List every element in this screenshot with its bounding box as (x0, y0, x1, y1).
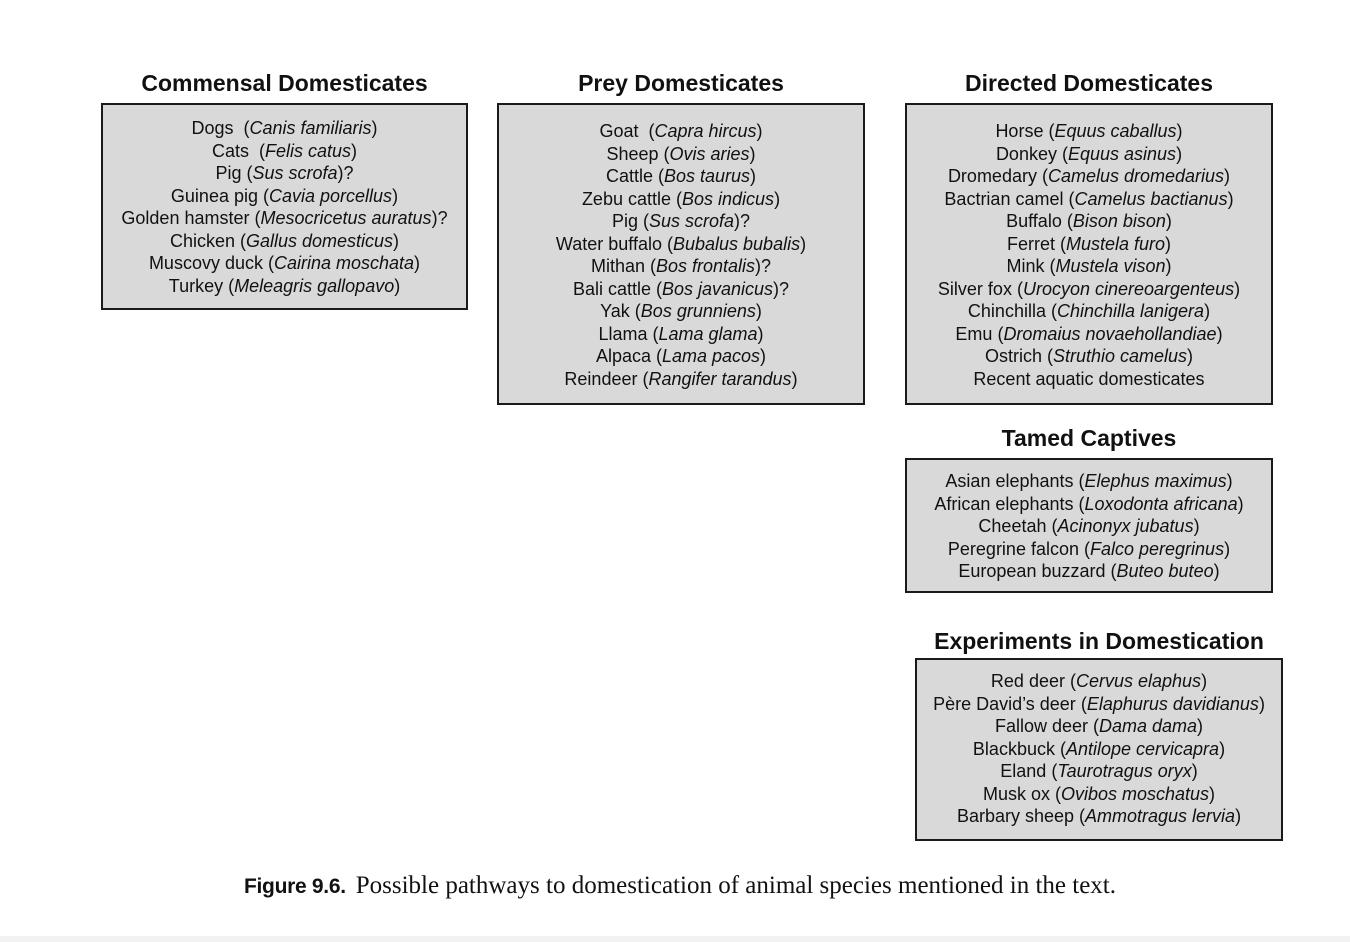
latin-name: Cervus elaphus (1075, 671, 1202, 691)
species-entry: Mink (Mustela vison) (1006, 256, 1172, 276)
species-entry: Dogs (Canis familiaris) (191, 118, 378, 138)
latin-name: Taurotragus oryx (1057, 761, 1192, 781)
latin-name: Chinchilla lanigera (1056, 301, 1205, 321)
page-bottom-edge (0, 936, 1350, 942)
species-entry: Dromedary (Camelus dromedarius) (947, 166, 1231, 186)
latin-name: Bos grunniens (640, 301, 756, 321)
species-entry: Red deer (Cervus elaphus) (990, 671, 1208, 691)
figure-label: Figure 9.6. (244, 875, 346, 898)
species-entry: Fallow deer (Dama dama) (994, 716, 1204, 736)
common-name: Cheetah (978, 516, 1052, 536)
common-name: Golden hamster (121, 208, 255, 228)
latin-name: Mesocricetus auratus (260, 208, 432, 228)
species-entry (907, 368, 1271, 391)
common-name: Water buffalo (555, 233, 667, 254)
uncertainty-mark: ? (343, 163, 354, 183)
latin-name: Sus scrofa (648, 211, 735, 231)
group-title: Tamed Captives (1001, 425, 1177, 451)
species-entry: Asian elephants (Elephus maximus) (945, 471, 1233, 491)
species-list-box (101, 103, 468, 310)
latin-name: Bos frontalis (655, 256, 756, 276)
latin-name: Ovis aries (669, 143, 750, 164)
species-entry: Turkey (Meleagris gallopavo) (168, 275, 401, 296)
common-name: Ferret (1006, 233, 1060, 254)
species-entry: Mithan (Bos frontalis)? (590, 256, 772, 276)
common-name: Red deer (990, 671, 1070, 691)
species-entry: Reindeer (Rangifer tarandus) (564, 368, 798, 389)
uncertainty-mark: ? (761, 256, 772, 276)
species-entry: Silver fox (Urocyon cinereoargenteus) (937, 278, 1241, 299)
common-name: Llama (598, 323, 653, 344)
common-name: Pig (611, 211, 643, 231)
latin-name: Cavia porcellus (269, 185, 393, 206)
common-name: Guinea pig (170, 185, 263, 206)
latin-name: Buteo buteo (1116, 561, 1214, 581)
latin-name: Antilope cervicapra (1065, 738, 1220, 759)
latin-name: Felis catus (264, 140, 352, 161)
latin-name: Rangifer tarandus (648, 368, 792, 389)
species-entry: Yak (Bos grunniens) (600, 301, 762, 321)
species-entry: Cheetah (Acinonyx jubatus) (978, 516, 1200, 536)
common-name: Recent aquatic domesticates (973, 368, 1205, 389)
figure-caption (244, 870, 1116, 903)
common-name: African elephants (934, 493, 1079, 514)
species-entry: Emu (Dromaius novaehollandiae) (955, 323, 1223, 344)
species-entry: Guinea pig (Cavia porcellus) (170, 185, 399, 206)
common-name: Eland (1000, 761, 1052, 781)
common-name: Cattle (605, 166, 658, 186)
species-entry: Llama (Lama glama) (598, 323, 764, 344)
group-title: Commensal Domesticates (141, 70, 428, 96)
common-name: Père David’s deer (933, 693, 1081, 714)
common-name: Horse (995, 121, 1049, 141)
common-name: Alpaca (595, 346, 656, 366)
common-name: Emu (955, 323, 998, 344)
species-entry: Water buffalo (Bubalus bubalis) (555, 233, 807, 254)
figure-caption-text: Possible pathways to domestication of animal species mentioned in the text. (355, 872, 1117, 899)
latin-name: Bos indicus (682, 188, 775, 209)
latin-name: Capra hircus (654, 121, 757, 141)
common-name: Reindeer (564, 368, 643, 389)
common-name: European buzzard (958, 561, 1111, 581)
common-name: Peregrine falcon (947, 538, 1084, 559)
latin-name: Cairina moschata (273, 253, 415, 273)
latin-name: Camelus dromedarius (1047, 166, 1225, 186)
latin-name: Bos javanicus (661, 278, 774, 299)
common-name: Donkey (995, 143, 1062, 164)
common-name: Bactrian camel (944, 188, 1069, 209)
common-name: Chicken (169, 230, 240, 251)
species-entry: Eland (Taurotragus oryx) (1000, 761, 1198, 781)
latin-name: Elaphurus davidianus (1086, 693, 1259, 714)
latin-name: Lama glama (658, 323, 758, 344)
common-name: Fallow deer (994, 716, 1093, 736)
latin-name: Mustela vison (1055, 256, 1166, 276)
species-entry: Ostrich (Struthio camelus) (984, 346, 1194, 366)
species-entry: Bali cattle (Bos javanicus)? (572, 278, 790, 299)
latin-name: Sus scrofa (252, 163, 338, 183)
common-name: Chinchilla (967, 301, 1051, 321)
species-entry: Buffalo (Bison bison) (1006, 211, 1172, 231)
common-name: Mink (1006, 256, 1050, 276)
common-name: Bali cattle (572, 278, 656, 299)
latin-name: Elephus maximus (1084, 471, 1227, 491)
latin-name: Camelus bactianus (1074, 188, 1228, 209)
latin-name: Gallus domesticus (245, 230, 394, 251)
group-title: Prey Domesticates (578, 70, 784, 96)
species-entry: Donkey (Equus asinus) (995, 143, 1183, 164)
common-name: Dogs (191, 118, 244, 138)
latin-name: Equus caballus (1054, 121, 1177, 141)
species-entry: Peregrine falcon (Falco peregrinus) (947, 538, 1231, 559)
common-name: Turkey (168, 275, 229, 296)
species-entry: African elephants (Loxodonta africana) (934, 493, 1244, 514)
latin-name: Ammotragus lervia (1085, 806, 1236, 826)
species-list-box (905, 458, 1273, 593)
common-name: Ostrich (984, 346, 1047, 366)
species-entry: Blackbuck (Antilope cervicapra) (972, 738, 1226, 759)
species-entry: Barbary sheep (Ammotragus lervia) (956, 806, 1242, 826)
latin-name: Acinonyx jubatus (1057, 516, 1194, 536)
latin-name: Dromaius novaehollandiae (1003, 323, 1217, 344)
species-entry: Goat (Capra hircus) (599, 121, 763, 141)
species-entry: Zebu cattle (Bos indicus) (581, 188, 781, 209)
latin-name: Canis familiaris (249, 118, 372, 138)
uncertainty-mark: ? (779, 278, 790, 299)
species-entry: Cats (Felis catus) (211, 140, 358, 161)
species-entry: Sheep (Ovis aries) (606, 143, 756, 164)
latin-name: Ovibos moschatus (1060, 783, 1210, 804)
common-name: Silver fox (937, 278, 1017, 299)
common-name: Cats (211, 140, 259, 161)
latin-name: Struthio camelus (1052, 346, 1188, 366)
latin-name: Meleagris gallopavo (234, 275, 395, 296)
latin-name: Loxodonta africana (1084, 493, 1238, 514)
latin-name: Mustela furo (1065, 233, 1166, 254)
common-name: Barbary sheep (956, 806, 1080, 826)
species-entry: Bactrian camel (Camelus bactianus) (944, 188, 1234, 209)
species-entry: Cattle (Bos taurus) (605, 166, 757, 186)
common-name: Muscovy duck (148, 253, 268, 273)
uncertainty-mark: ? (740, 211, 751, 231)
common-name: Mithan (590, 256, 650, 276)
group-title: Directed Domesticates (965, 70, 1213, 96)
group-title: Experiments in Domestication (934, 628, 1264, 654)
latin-name: Falco peregrinus (1090, 538, 1225, 559)
species-entry: Muscovy duck (Cairina moschata) (148, 253, 421, 273)
species-entry: European buzzard (Buteo buteo) (958, 561, 1220, 581)
common-name: Blackbuck (972, 738, 1060, 759)
common-name: Zebu cattle (581, 188, 676, 209)
species-entry: Chicken (Gallus domesticus) (169, 230, 400, 251)
species-entry: Chinchilla (Chinchilla lanigera) (967, 301, 1211, 321)
common-name: Musk ox (982, 783, 1055, 804)
species-entry: Pig (Sus scrofa)? (611, 211, 751, 231)
common-name: Goat (599, 121, 649, 141)
common-name: Dromedary (947, 166, 1042, 186)
species-entry: Horse (Equus caballus) (995, 121, 1183, 141)
common-name: Asian elephants (945, 471, 1079, 491)
common-name: Pig (215, 163, 247, 183)
species-list-box (497, 103, 865, 405)
latin-name: Lama pacos (661, 346, 761, 366)
common-name: Buffalo (1006, 211, 1067, 231)
species-entry: Golden hamster (Mesocricetus auratus)? (121, 208, 448, 228)
species-list-box (905, 103, 1273, 405)
species-entry: Pig (Sus scrofa)? (215, 163, 354, 183)
species-entry: Musk ox (Ovibos moschatus) (982, 783, 1216, 804)
common-name: Yak (600, 301, 635, 321)
latin-name: Dama dama (1099, 716, 1198, 736)
latin-name: Bos taurus (663, 166, 751, 186)
species-list-box (915, 658, 1283, 841)
species-entry: Père David’s deer (Elaphurus davidianus) (933, 693, 1265, 714)
common-name: Sheep (606, 143, 664, 164)
latin-name: Bison bison (1072, 211, 1166, 231)
latin-name: Urocyon cinereoargenteus (1022, 278, 1235, 299)
species-entry: Ferret (Mustela furo) (1006, 233, 1172, 254)
uncertainty-mark: ? (437, 208, 448, 228)
latin-name: Bubalus bubalis (672, 233, 801, 254)
latin-name: Equus asinus (1067, 143, 1177, 164)
species-entry: Alpaca (Lama pacos) (595, 346, 767, 366)
